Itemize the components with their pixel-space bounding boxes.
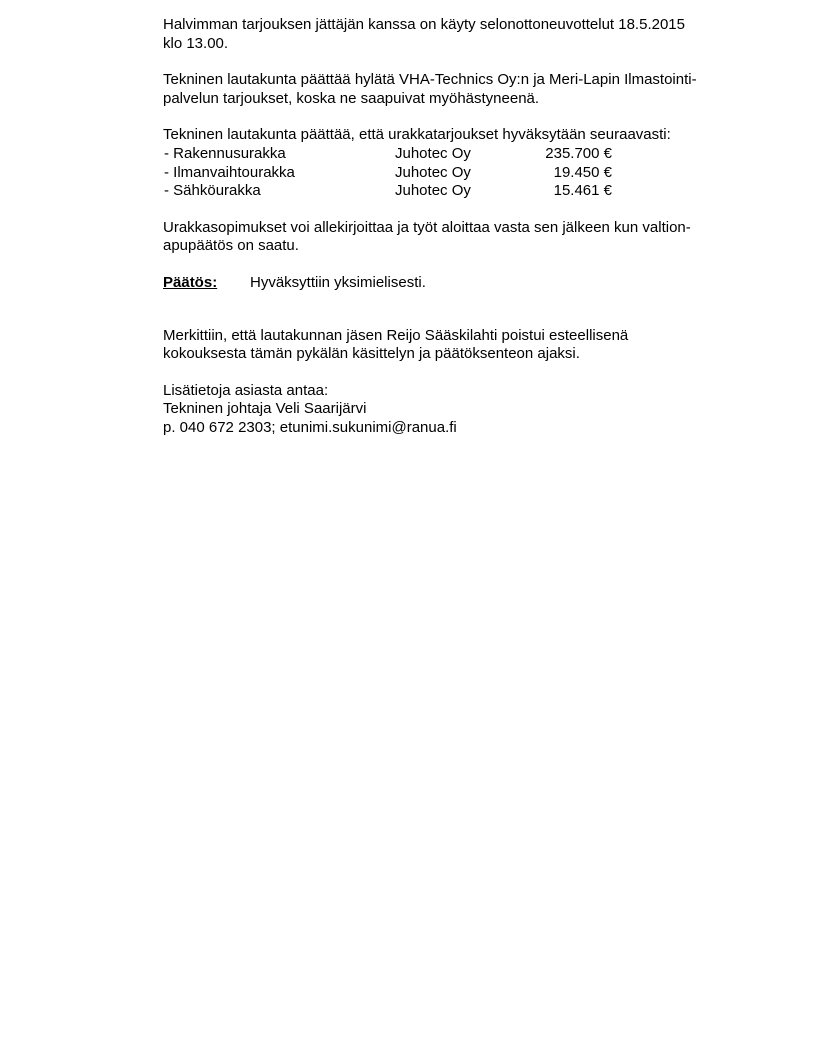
text-line: klo 13.00. (163, 34, 229, 52)
spacer (163, 293, 743, 327)
contract-amount: 19.450 € (553, 163, 612, 181)
contract-signing-paragraph (163, 219, 743, 256)
rejection-paragraph (163, 71, 743, 108)
text-line: Merkittiin, että lautakunnan jäsen Reijo Sääskilahti poistui esteellisenä (163, 326, 629, 344)
spacer (163, 364, 743, 382)
negotiation-paragraph (163, 16, 743, 53)
contracts-table (164, 145, 612, 201)
text-line: Tekninen lautakunta päättää hylätä VHA-Technics Oy:n ja Meri-Lapin Ilmastointi- (163, 71, 697, 89)
document-page (163, 16, 743, 438)
contract-name: - Sähköurakka (164, 182, 261, 200)
text-line: apupäätös on saatu. (163, 237, 299, 255)
contact-details: p. 040 672 2303; etunimi.sukunimi@ranua.fi (163, 418, 457, 436)
text-line: Urakkasopimukset voi allekirjoittaa ja työt aloittaa vasta sen jälkeen kun valtion- (163, 218, 691, 236)
contract-name: - Ilmanvaihtourakka (164, 163, 295, 181)
spacer (163, 201, 743, 219)
spacer (163, 53, 743, 71)
contact-heading: Lisätietoja asiasta antaa: (163, 381, 329, 399)
text-line: kokouksesta tämän pykälän käsittelyn ja päätöksenteon ajaksi. (163, 345, 580, 363)
contact-block (163, 382, 743, 438)
contact-person: Tekninen johtaja Veli Saarijärvi (163, 400, 367, 418)
table-row (164, 164, 612, 183)
contract-vendor: Juhotec Oy (395, 182, 471, 200)
spacer (163, 108, 743, 126)
decision-label: Päätös: (163, 273, 218, 291)
approval-intro (163, 126, 743, 145)
spacer (163, 256, 743, 274)
contract-name: - Rakennusurakka (164, 144, 286, 162)
table-row (164, 182, 612, 201)
recusal-paragraph (163, 327, 743, 364)
text-line: Tekninen lautakunta päättää, että urakkatarjoukset hyväksytään seuraavasti: (163, 126, 671, 144)
contract-vendor: Juhotec Oy (395, 144, 471, 162)
text-line: Halvimman tarjouksen jättäjän kanssa on käyty selonottoneuvottelut 18.5.2015 (163, 16, 685, 33)
contract-vendor: Juhotec Oy (395, 163, 471, 181)
decision-row (163, 274, 743, 293)
contract-amount: 235.700 € (545, 144, 612, 162)
decision-text: Hyväksyttiin yksimielisesti. (250, 273, 426, 291)
table-row (164, 145, 612, 164)
text-line: palvelun tarjoukset, koska ne saapuivat myöhästyneenä. (163, 89, 540, 107)
contract-amount: 15.461 € (553, 182, 612, 200)
